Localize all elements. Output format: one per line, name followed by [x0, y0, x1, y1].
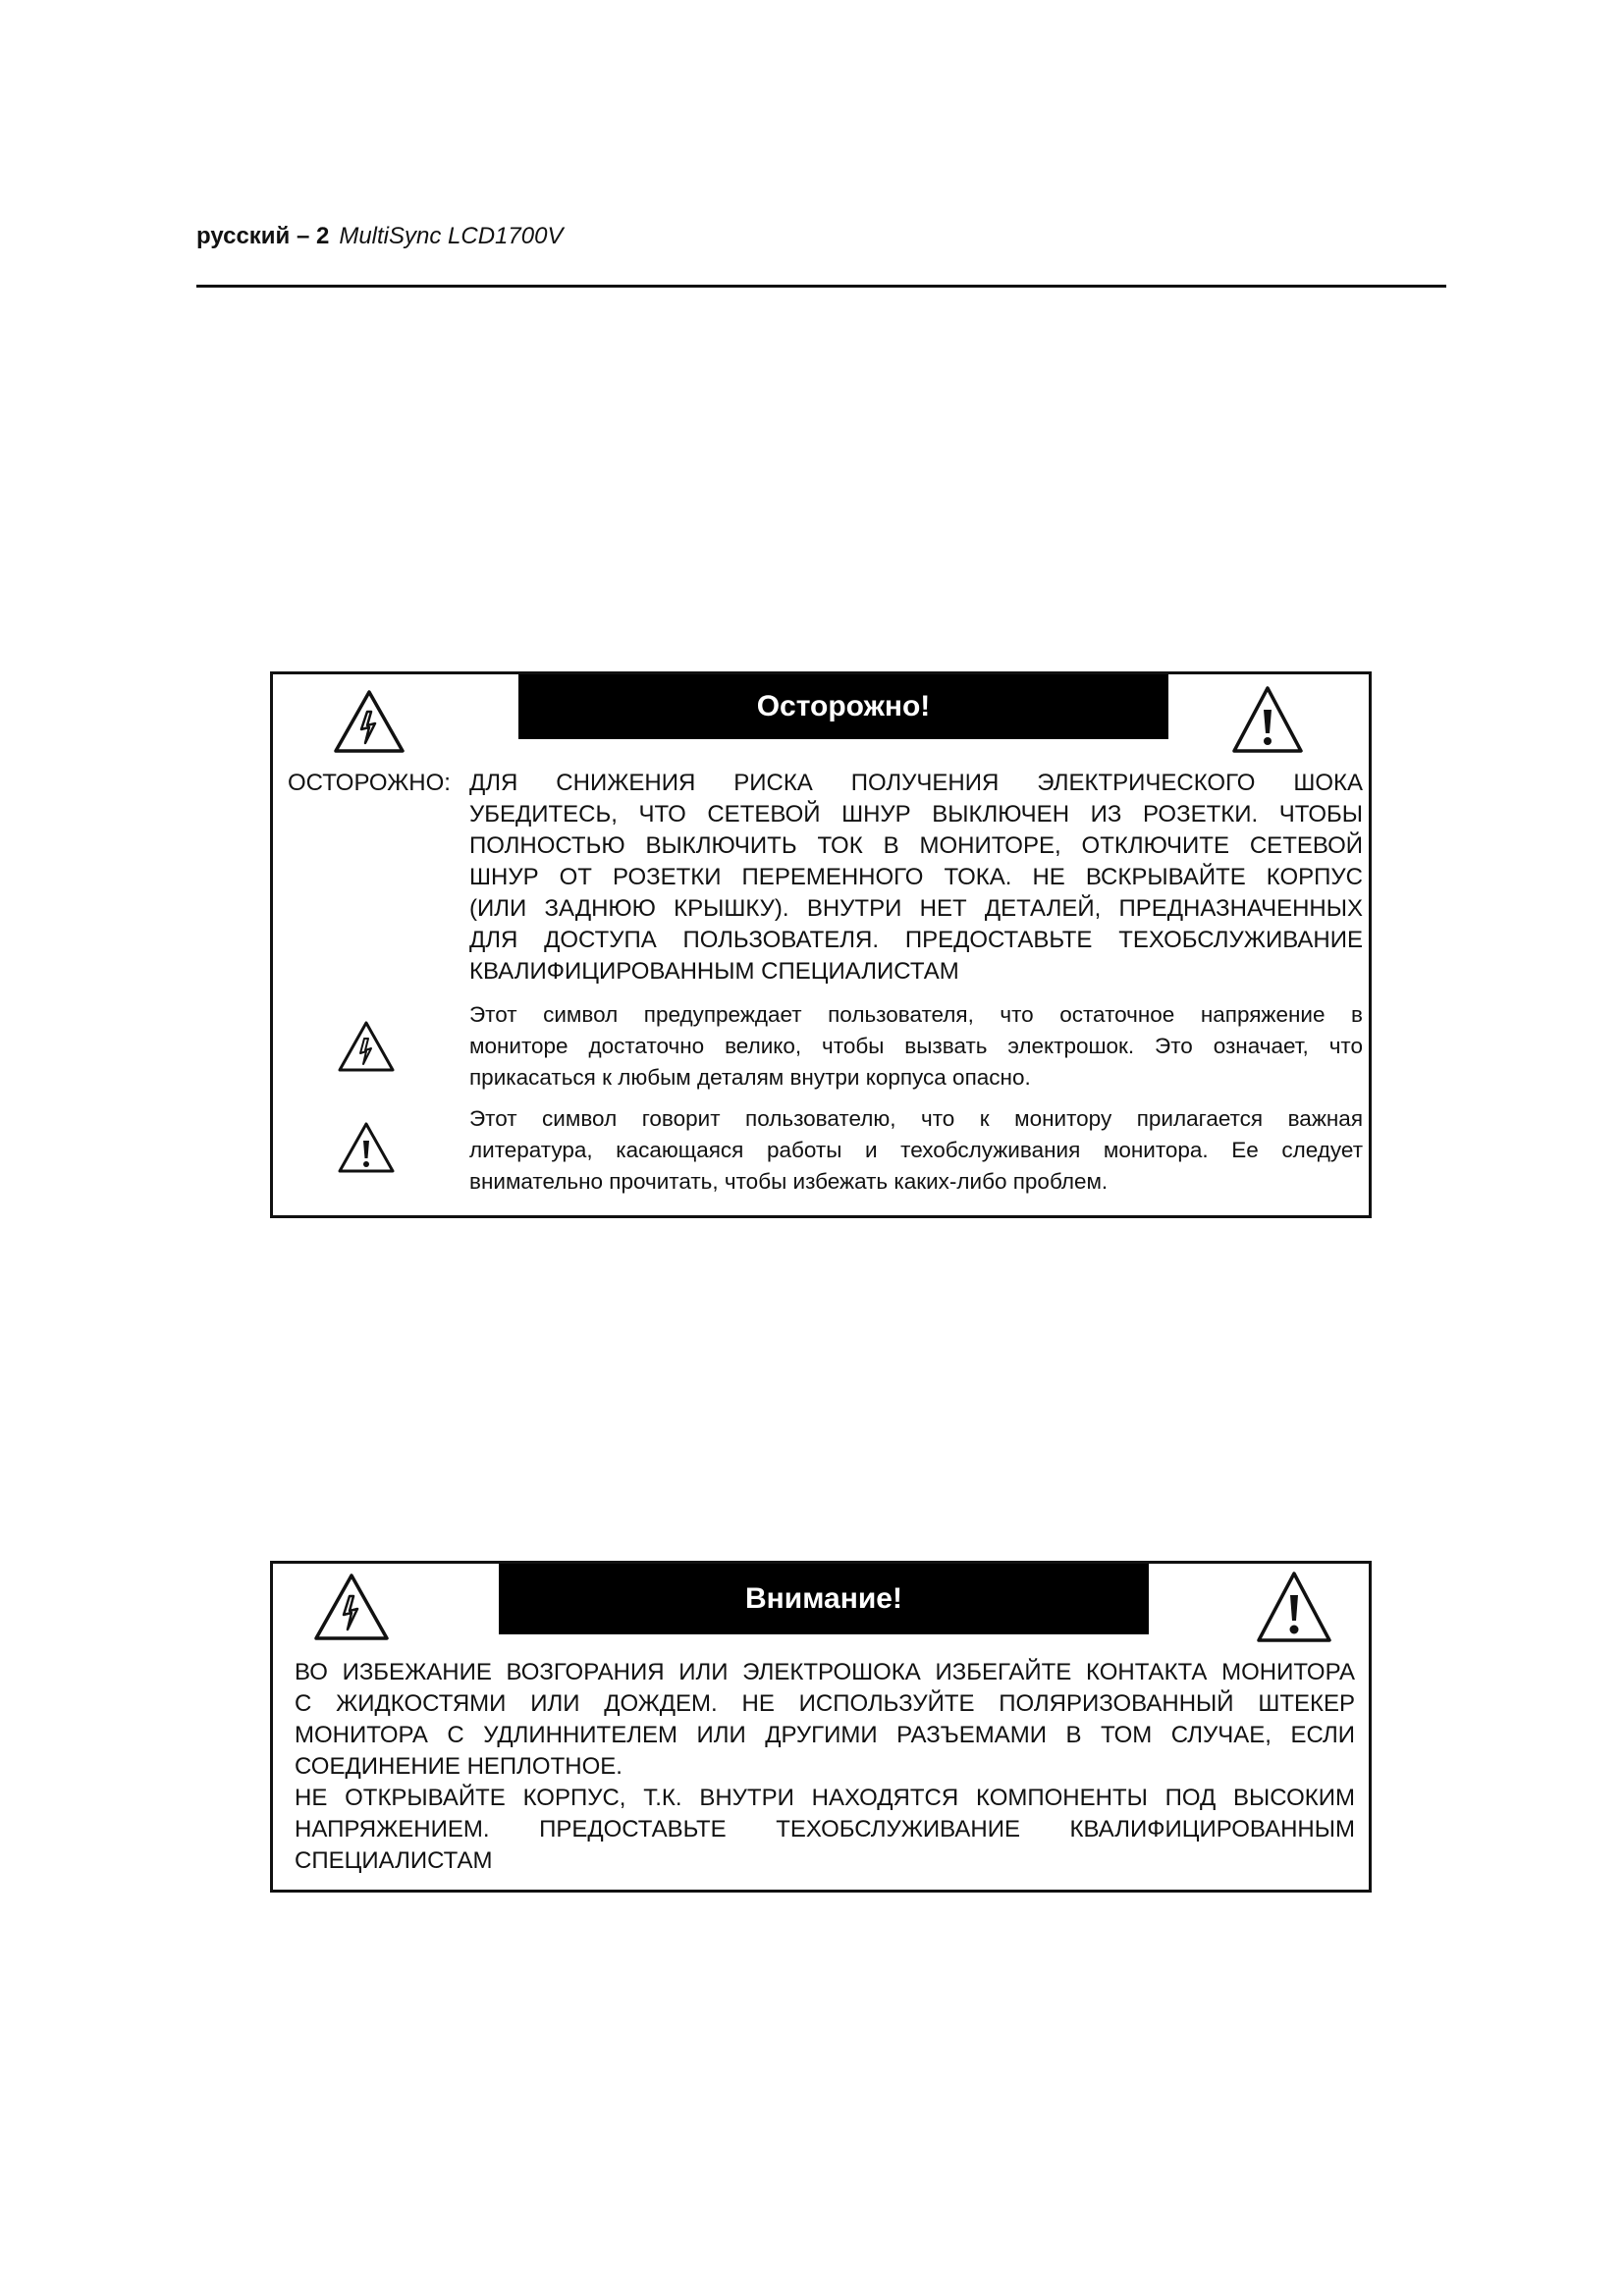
description-line: мониторе достаточно велико, чтобы вызвать электрошок. Это означает, что — [469, 1034, 1363, 1058]
high-voltage-icon — [332, 688, 406, 755]
warning-text-line: НЕ ОТКРЫВАЙТЕ КОРПУС, Т.К. ВНУТРИ НАХОДЯТСЯ КОМПОНЕНТЫ ПОД ВЫСОКИМ — [295, 1785, 1355, 1811]
caution-text-line: ШНУР ОТ РОЗЕТКИ ПЕРЕМЕННОГО ТОКА. НЕ ВСКРЫВАЙТЕ КОРПУС — [469, 864, 1363, 890]
caution-text-line: КВАЛИФИЦИРОВАННЫМ СПЕЦИАЛИСТАМ — [469, 958, 959, 985]
warning-text-line: НАПРЯЖЕНИЕМ. ПРЕДОСТАВЬТЕ ТЕХОБСЛУЖИВАНИЕ КВАЛИФИЦИРОВАННЫМ — [295, 1816, 1355, 1842]
caution-text — [469, 768, 1363, 988]
caution-label: ОСТОРОЖНО: — [288, 770, 451, 796]
description-line: Этот символ предупреждает пользователя, что остаточное напряжение в — [469, 1002, 1363, 1027]
description-line: прикасаться к любым деталям внутри корпуса опасно. — [469, 1065, 1031, 1090]
header-rule — [196, 285, 1446, 288]
warning-text-line: СПЕЦИАЛИСТАМ — [295, 1847, 493, 1874]
exclamation-symbol-description — [469, 1103, 1363, 1198]
warning-box — [270, 1561, 1372, 1893]
warning-text-line: МОНИТОРА С УДЛИННИТЕЛЕМ ИЛИ ДРУГИМИ РАЗЪЕМАМИ В ТОМ СЛУЧАЕ, ЕСЛИ — [295, 1722, 1355, 1748]
warning-text-line: С ЖИДКОСТЯМИ ИЛИ ДОЖДЕМ. НЕ ИСПОЛЬЗУЙТЕ ПОЛЯРИЗОВАННЫЙ ШТЕКЕР — [295, 1690, 1355, 1717]
exclamation-warning-icon — [1255, 1570, 1333, 1644]
description-line: внимательно прочитать, чтобы избежать каких-либо проблем. — [469, 1169, 1109, 1194]
high-voltage-icon — [312, 1572, 391, 1642]
caution-text-line: ДЛЯ ДОСТУПА ПОЛЬЗОВАТЕЛЯ. ПРЕДОСТАВЬТЕ ТЕХОБСЛУЖИВАНИЕ — [469, 927, 1363, 953]
caution-text-line: ПОЛНОСТЬЮ ВЫКЛЮЧИТЬ ТОК В МОНИТОРЕ, ОТКЛЮЧИТЕ СЕТЕВОЙ — [469, 832, 1363, 859]
header-language-page: русский – 2 — [196, 223, 330, 249]
warning-title: Внимание! — [499, 1564, 1149, 1634]
caution-text-line: (ИЛИ ЗАДНЮЮ КРЫШКУ). ВНУТРИ НЕТ ДЕТАЛЕЙ, ПРЕДНАЗНАЧЕННЫХ — [469, 895, 1363, 922]
caution-text-line: ДЛЯ СНИЖЕНИЯ РИСКА ПОЛУЧЕНИЯ ЭЛЕКТРИЧЕСКОГО ШОКА — [469, 770, 1363, 796]
page-header — [196, 222, 563, 251]
high-voltage-symbol-description — [469, 999, 1363, 1094]
caution-box — [270, 671, 1372, 1218]
warning-text-line: ВО ИЗБЕЖАНИЕ ВОЗГОРАНИЯ ИЛИ ЭЛЕКТРОШОКА ИЗБЕГАЙТЕ КОНТАКТА МОНИТОРА — [295, 1659, 1355, 1685]
warning-text — [295, 1657, 1355, 1877]
description-line: литература, касающаяся работы и техобслуживания монитора. Ее следует — [469, 1138, 1363, 1162]
header-model: MultiSync LCD1700V — [339, 223, 564, 249]
warning-text-line: СОЕДИНЕНИЕ НЕПЛОТНОЕ. — [295, 1753, 623, 1780]
caution-title: Осторожно! — [518, 674, 1168, 739]
description-line: Этот символ говорит пользователю, что к монитору прилагается важная — [469, 1106, 1363, 1131]
exclamation-warning-icon — [337, 1121, 396, 1174]
high-voltage-icon — [337, 1020, 396, 1073]
exclamation-warning-icon — [1230, 684, 1305, 755]
caution-text-line: УБЕДИТЕСЬ, ЧТО СЕТЕВОЙ ШНУР ВЫКЛЮЧЕН ИЗ РОЗЕТКИ. ЧТОБЫ — [469, 801, 1363, 828]
